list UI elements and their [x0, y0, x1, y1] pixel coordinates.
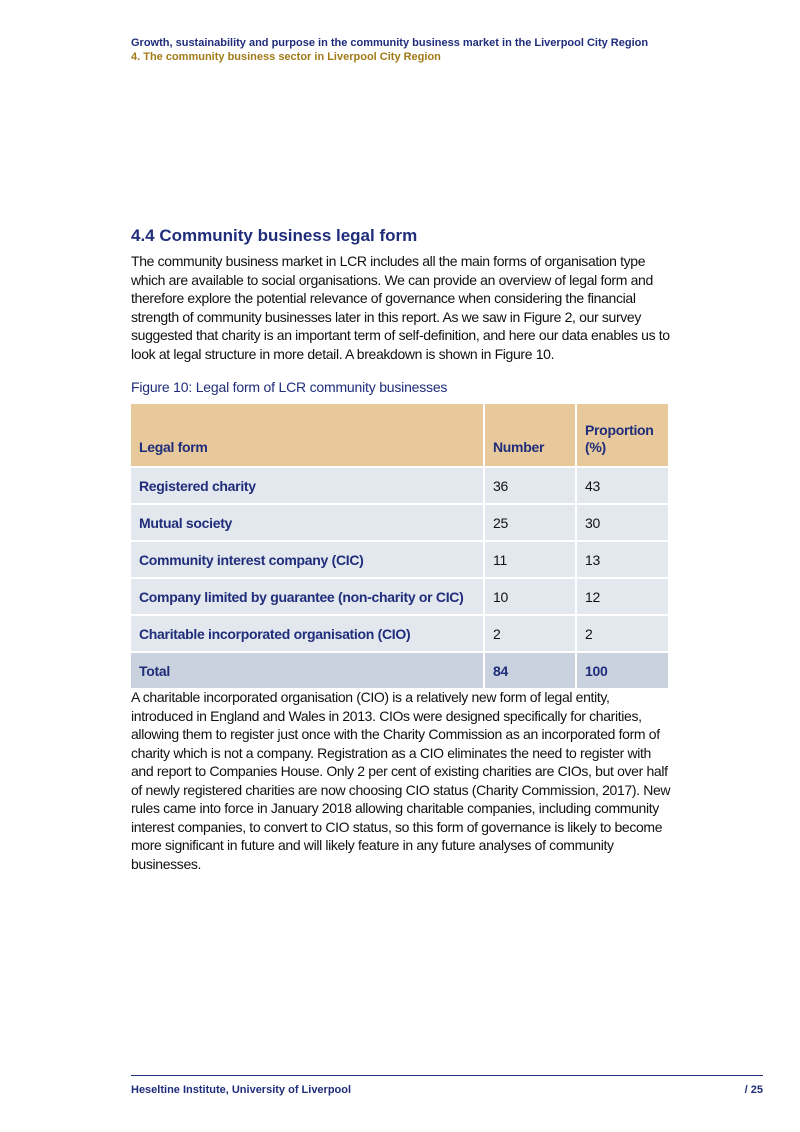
row-number: 25 — [484, 504, 576, 541]
total-number: 84 — [484, 652, 576, 688]
row-proportion: 43 — [576, 467, 668, 504]
row-label: Charitable incorporated organisation (CIO) — [131, 615, 484, 652]
header-number: Number — [484, 404, 576, 467]
table-row — [131, 541, 668, 578]
section-legal-form — [131, 226, 671, 873]
row-label: Mutual society — [131, 504, 484, 541]
row-number: 10 — [484, 578, 576, 615]
row-proportion: 2 — [576, 615, 668, 652]
footer-institution: Heseltine Institute, University of Liverpool — [131, 1084, 352, 1096]
report-title: Growth, sustainability and purpose in the community business market in the Liverpool City Region — [131, 37, 649, 49]
row-label: Registered charity — [131, 467, 484, 504]
row-proportion: 12 — [576, 578, 668, 615]
cio-paragraph: A charitable incorporated organisation (CIO) is a relatively new form of legal entity, introduced in England and Wales in 2013. CIOs were designed specifically for charities, allowing them to register just once with the Charity Commission as an incorporated form of charity which is not a company. Registration as a CIO eliminates the need to register with and report to Companies House. Only 2 per cent of existing charities are CIOs, but over half of newly registered charities are now choosing CIO status (Charity Commission, 2017). New rules came into force in January 2018 allowing charitable companies, including community interest companies, to convert to CIO status, so this form of governance is likely to become more significant in future and will likely feature in any future analyses of community businesses. — [131, 689, 671, 872]
row-number: 36 — [484, 467, 576, 504]
running-header — [131, 36, 648, 64]
row-number: 11 — [484, 541, 576, 578]
chapter-title: 4. The community business sector in Liverpool City Region — [131, 51, 441, 63]
row-number: 2 — [484, 615, 576, 652]
intro-paragraph: The community business market in LCR includes all the main forms of organisation type which are available to social organisations. We can provide an overview of legal form and therefore explore the potential relevance of governance when considering the financial strength of community businesses later in this report. As we saw in Figure 2, our survey suggested that charity is an important term of self-definition, and here our data enables us to look at legal structure in more detail. A breakdown is shown in Figure 10. — [131, 253, 670, 362]
row-proportion: 30 — [576, 504, 668, 541]
row-label: Company limited by guarantee (non-charity or CIC) — [131, 578, 484, 615]
page-number: / 25 — [744, 1084, 763, 1096]
table-row — [131, 467, 668, 504]
row-proportion: 13 — [576, 541, 668, 578]
footer-divider — [131, 1075, 763, 1076]
table-row — [131, 578, 668, 615]
header-legal-form: Legal form — [131, 404, 484, 467]
table-header-row — [131, 404, 668, 467]
total-proportion: 100 — [576, 652, 668, 688]
figure-caption: Figure 10: Legal form of LCR community businesses — [131, 379, 448, 395]
row-label: Community interest company (CIC) — [131, 541, 484, 578]
table-total-row — [131, 652, 668, 688]
header-proportion: Proportion (%) — [576, 404, 668, 467]
table-row — [131, 504, 668, 541]
section-heading: 4.4 Community business legal form — [131, 226, 418, 245]
total-label: Total — [131, 652, 484, 688]
legal-form-table — [131, 404, 668, 688]
table-row — [131, 615, 668, 652]
